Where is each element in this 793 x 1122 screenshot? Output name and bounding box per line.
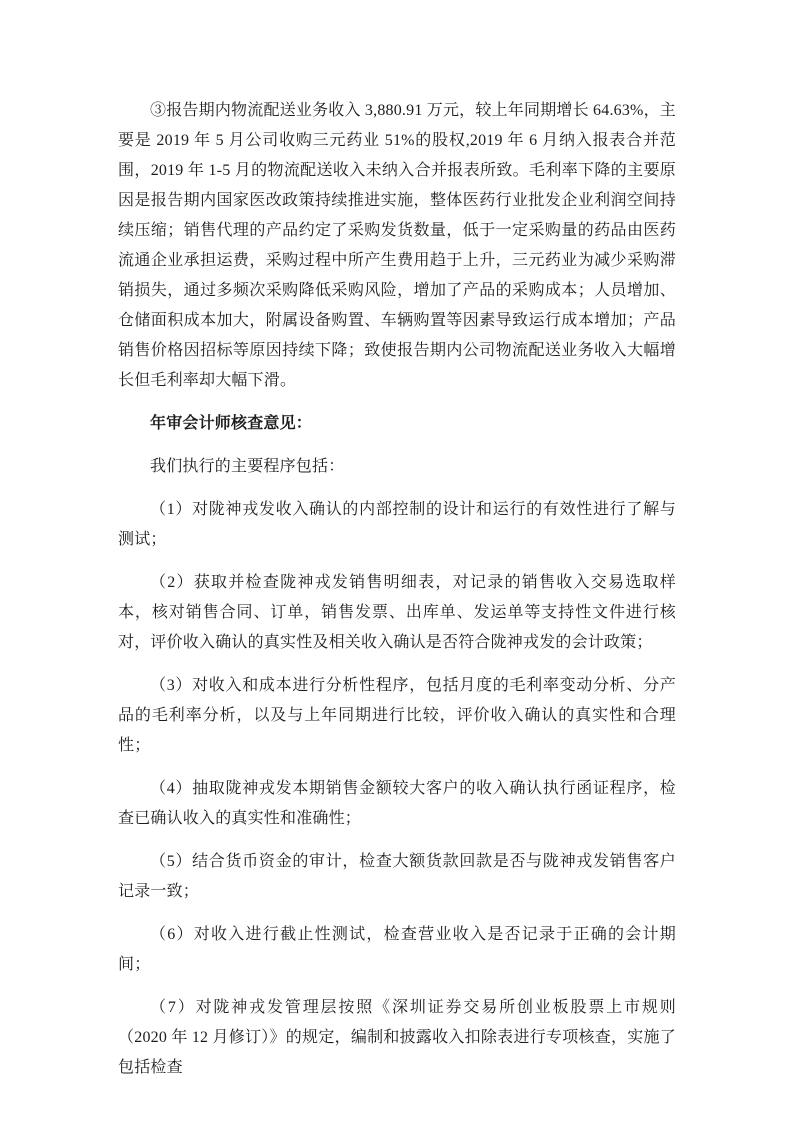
paragraph-logistics-revenue: ③报告期内物流配送业务收入 3,880.91 万元，较上年同期增长 64.63%，主要是 2019 年 5 月公司收购三元药业 51%的股权,2019 年 6 月纳入报表合并范围，2019 年 1-5 月的物流配送收入未纳入合并报表所致。毛利率下降的主要原因是报告期内国家医改政策持续推进实施，整体医药行业批发企业利润空间持续压缩；销售代理的产品约定了采购发货数量，低于一定采购量的药品由医药流通企业承担运费，采购过程中所产生费用趋于上升，三元药业为减少采购滞销损失，通过多频次采购降低采购风险，增加了产品的采购成本；人员增加、仓储面积成本加大，附属设备购置、车辆购置等因素导致运行成本增加；产品销售价格因招标等原因持续下降；致使报告期内公司物流配送业务收入大幅增长但毛利率却大幅下滑。 — [118, 102, 676, 389]
procedure-item-1: （1）对陇神戎发收入确认的内部控制的设计和运行的有效性进行了解与测试； — [118, 501, 676, 548]
procedure-item-4: （4）抽取陇神戎发本期销售金额较大客户的收入确认执行函证程序，检查已确认收入的真实性和准确性； — [118, 780, 676, 827]
procedure-item-2: （2）获取并检查陇神戎发销售明细表，对记录的销售收入交易选取样本，核对销售合同、订单，销售发票、出库单、发运单等支持性文件进行核对，评价收入确认的真实性及相关收入确认是否符合陇神戎发的会计政策； — [118, 574, 676, 651]
procedure-item-7: （7）对陇神戎发管理层按照《深圳证券交易所创业板股票上市规则（2020 年 12 月修订）》的规定，编制和披露收入扣除表进行专项核查，实施了包括检查 — [118, 999, 676, 1076]
heading-annual-auditor-opinion: 年审会计师核查意见： — [150, 415, 313, 432]
procedure-item-5: （5）结合货币资金的审计，检查大额货款回款是否与陇神戎发销售客户记录一致； — [118, 853, 676, 900]
procedure-item-3: （3）对收入和成本进行分析性程序，包括月度的毛利率变动分析、分产品的毛利率分析，以及与上年同期进行比较，评价收入确认的真实性和合理性； — [118, 677, 676, 754]
procedure-item-6: （6）对收入进行截止性测试，检查营业收入是否记录于正确的会计期间； — [118, 926, 676, 973]
paragraph-procedures-intro: 我们执行的主要程序包括： — [150, 458, 345, 475]
